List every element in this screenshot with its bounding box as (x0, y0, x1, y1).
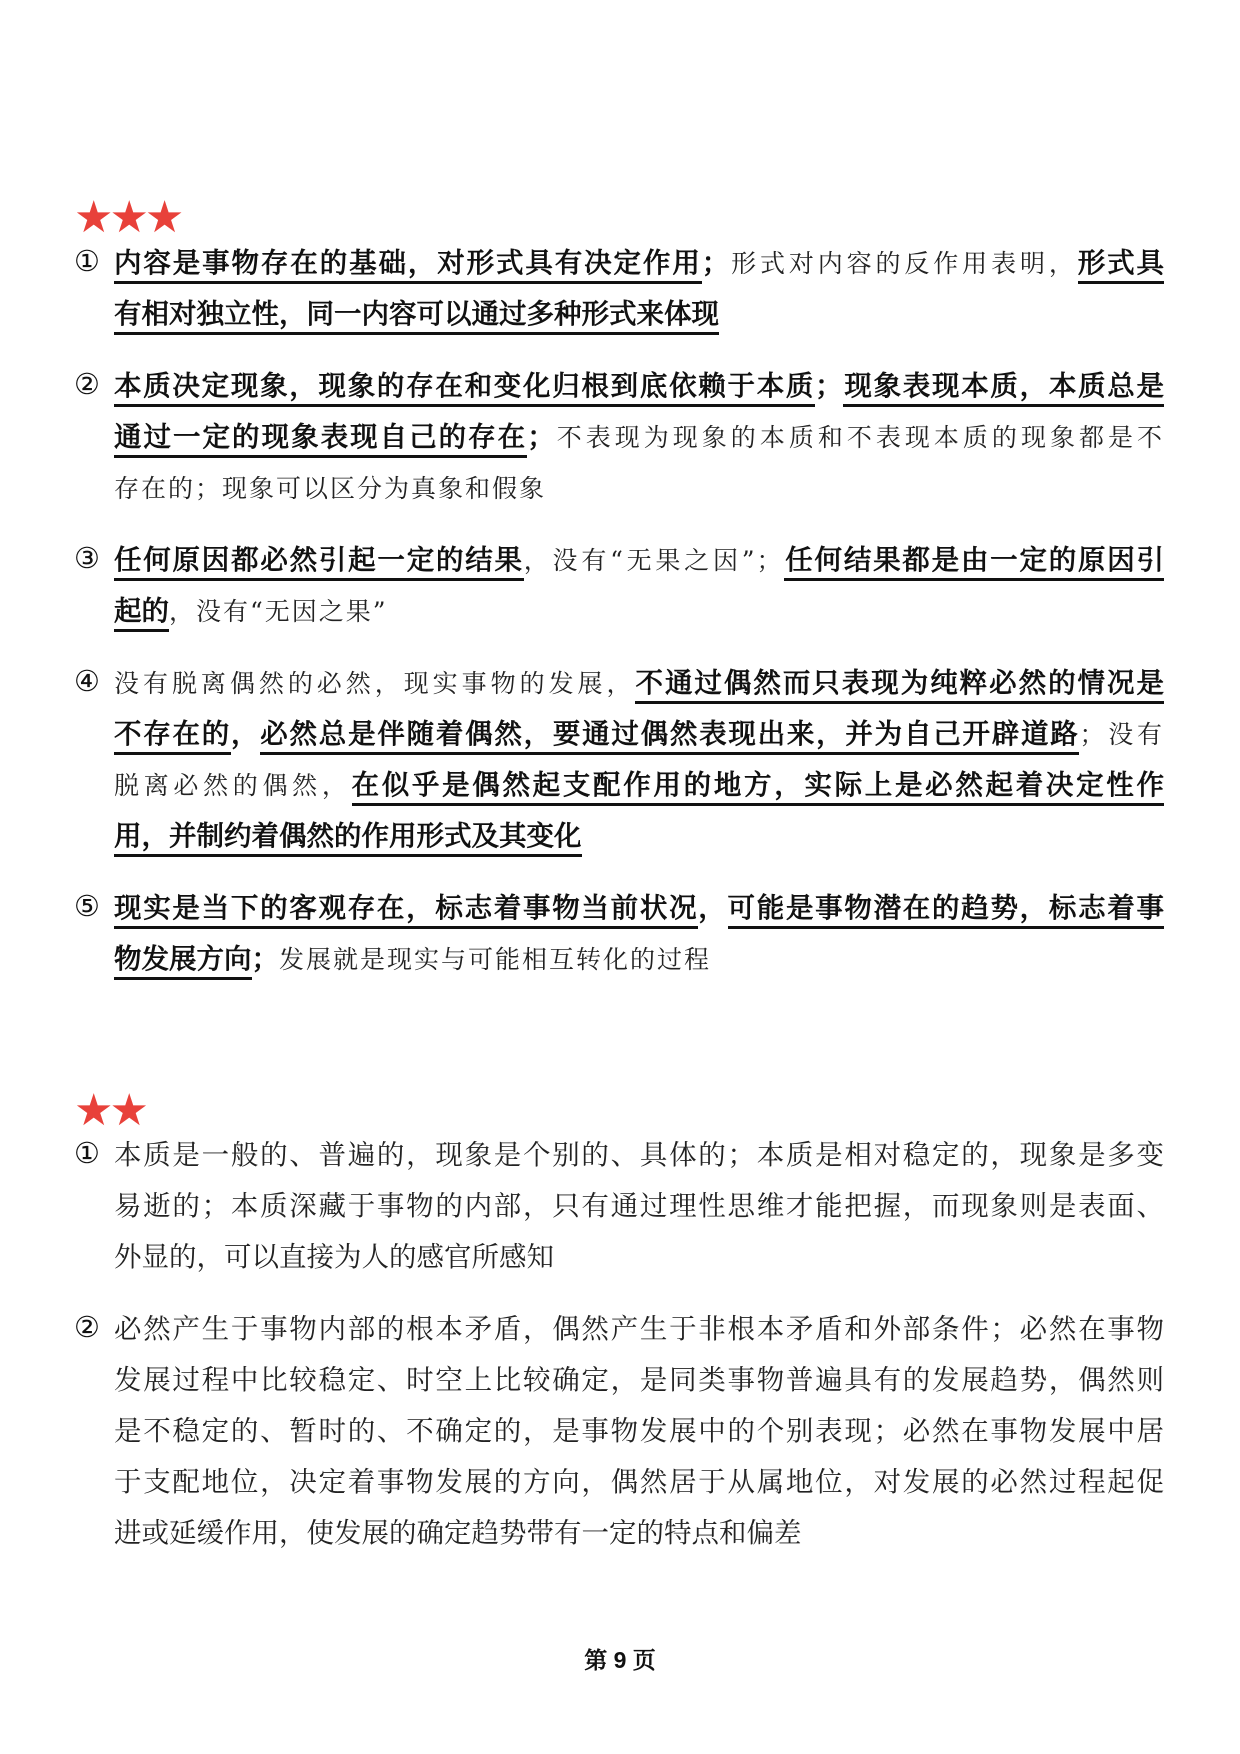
text-line (114, 237, 1164, 288)
body-text: 发展过程中比较稳定、时空上比较确定，是同类事物普遍具有的发展趋势，偶然则 (114, 1364, 1164, 1395)
key-point-underlined: 现象表现本质，本质总是 (843, 370, 1164, 407)
item-number: ③ (74, 543, 100, 575)
text-line (114, 1507, 1164, 1558)
body-text: 外显的，可以直接为人的感官所感知 (114, 1241, 554, 1272)
punctuation: ， (698, 892, 728, 923)
importance-stars-3: ★★★ (74, 193, 181, 242)
explanation-text: 发展就是现实与可能相互转化的过程 (279, 945, 712, 974)
list-item (74, 1303, 1164, 1558)
key-point-underlined: 可能是事物潜在的趋势，标志着事 (728, 892, 1165, 929)
key-point-underlined: 不通过偶然而只表现为纯粹必然的情况是 (635, 667, 1164, 704)
punctuation: ； (251, 943, 279, 974)
text-line (114, 360, 1164, 411)
list-item (74, 882, 1164, 984)
item-number: ⑤ (74, 891, 100, 923)
text-line (114, 1129, 1164, 1180)
text-line (114, 1354, 1164, 1405)
text-line (114, 1405, 1164, 1456)
text-line (114, 759, 1164, 810)
punctuation: ； (701, 247, 730, 278)
key-point-underlined: 内容是事物存在的基础，对形式具有决定作用 (114, 247, 702, 284)
key-point-underlined: 有相对独立性，同一内容可以通过多种形式来体现 (114, 298, 719, 335)
key-point-underlined: 通过一定的现象表现自己的存在 (114, 421, 527, 458)
text-line (114, 933, 1164, 984)
key-point-underlined: 不存在的 (114, 718, 231, 755)
key-point-underlined: 用，并制约着偶然的作用形式及其变化 (114, 820, 582, 857)
text-line (114, 810, 1164, 861)
key-point-underlined: 在似乎是偶然起支配作用的地方，实际上是必然起着决定性作 (352, 769, 1164, 806)
body-text: 进或延缓作用，使发展的确定趋势带有一定的特点和偏差 (114, 1517, 802, 1548)
item-number: ① (74, 1138, 100, 1170)
explanation-text: ，没有“无因之果” (169, 597, 388, 626)
text-line (114, 708, 1164, 759)
list-item (74, 360, 1164, 513)
key-point-underlined: 起的 (114, 595, 169, 632)
key-point-underlined: 物发展方向 (114, 943, 252, 980)
importance-stars-2: ★★ (74, 1086, 145, 1135)
punctuation: ； (815, 370, 843, 401)
key-point-underlined: 任何原因都必然引起一定的结果 (114, 544, 524, 581)
body-text: 本质是一般的、普遍的，现象是个别的、具体的；本质是相对稳定的，现象是多变 (114, 1139, 1164, 1170)
explanation-text: 没有脱离偶然的必然，现实事物的发展， (114, 669, 636, 698)
section-three-star (74, 237, 1164, 1005)
text-line (114, 462, 1164, 513)
page-number: 第 9 页 (584, 1647, 656, 1673)
key-point-underlined: 现实是当下的客观存在，标志着事物当前状况 (114, 892, 698, 929)
body-text: 于支配地位，决定着事物发展的方向，偶然居于从属地位，对发展的必然过程起促 (114, 1466, 1164, 1497)
text-line (114, 534, 1164, 585)
text-line (114, 657, 1164, 708)
explanation-text: 不表现为现象的本质和不表现本质的现象都是不 (554, 423, 1164, 452)
key-point-underlined: 必然总是伴随着偶然，要通过偶然表现出来，并为自己开辟道路 (260, 718, 1079, 755)
explanation-text: 存在的；现象可以区分为真象和假象 (114, 474, 547, 503)
item-number: ① (74, 246, 100, 278)
list-item (74, 657, 1164, 861)
key-point-underlined: 形式具 (1078, 247, 1164, 284)
list-item (74, 1129, 1164, 1282)
section-two-star (74, 1129, 1164, 1579)
text-line (114, 1456, 1164, 1507)
body-text: 必然产生于事物内部的根本矛盾，偶然产生于非根本矛盾和外部条件；必然在事物 (114, 1313, 1164, 1344)
text-line (114, 1231, 1164, 1282)
body-text: 易逝的；本质深藏于事物的内部，只有通过理性思维才能把握，而现象则是表面、 (114, 1190, 1164, 1221)
item-number: ② (74, 369, 100, 401)
explanation-text: ；没有 (1079, 720, 1164, 749)
body-text: 是不稳定的、暂时的、不确定的，是事物发展中的个别表现；必然在事物发展中居 (114, 1415, 1164, 1446)
punctuation: ， (231, 718, 261, 749)
text-line (114, 585, 1164, 636)
key-point-underlined: 任何结果都是由一定的原因引 (784, 544, 1165, 581)
item-number: ④ (74, 666, 100, 698)
explanation-text: ，没有“无果之因”； (523, 546, 784, 575)
text-line (114, 288, 1164, 339)
list-item (74, 534, 1164, 636)
explanation-text: 脱离必然的偶然， (114, 771, 352, 800)
text-line (114, 882, 1164, 933)
item-number: ② (74, 1312, 100, 1344)
punctuation: ； (527, 421, 555, 452)
text-line (114, 1303, 1164, 1354)
text-line (114, 411, 1164, 462)
key-point-underlined: 本质决定现象，现象的存在和变化归根到底依赖于本质 (114, 370, 815, 407)
text-line (114, 1180, 1164, 1231)
explanation-text: 形式对内容的反作用表明， (729, 249, 1078, 278)
list-item (74, 237, 1164, 339)
